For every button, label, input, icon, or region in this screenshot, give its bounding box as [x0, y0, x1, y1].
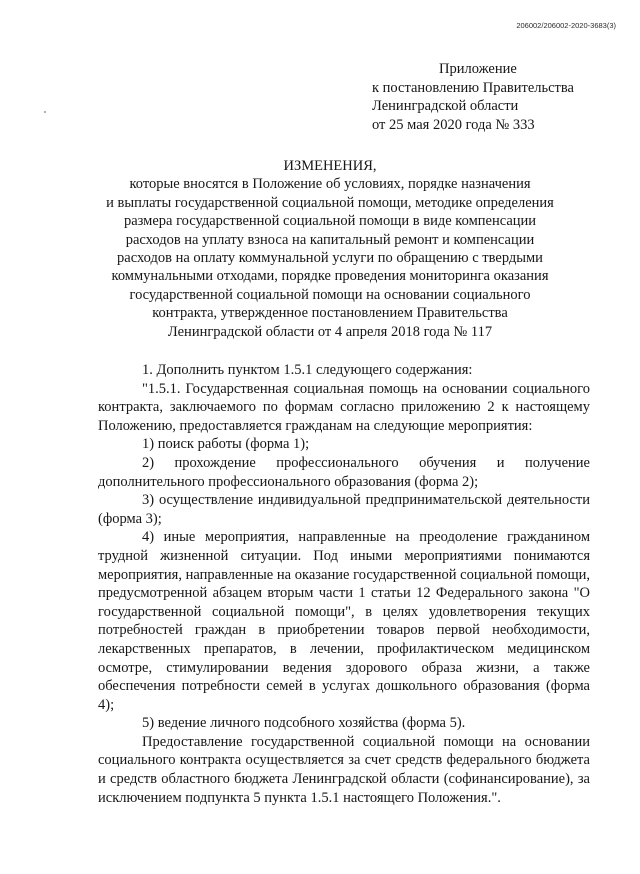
paragraph: 3) осуществление индивидуальной предпринимательской деятельности (форма 3); — [98, 492, 590, 527]
paragraph: 5) ведение личного подсобного хозяйства (форма 5). — [142, 715, 466, 732]
subtitle-line: коммунальными отходами, порядке проведения мониторинга оказания — [111, 268, 549, 285]
paragraph: 1) поиск работы (форма 1); — [142, 436, 310, 453]
subtitle-line: Ленинградской области от 4 апреля 2018 года № 117 — [167, 323, 493, 340]
subtitle-line: расходов на уплату взноса на капитальный ремонт и компенсации — [125, 231, 535, 248]
subtitle-line: государственной социальной помощи на основании социального — [129, 286, 531, 303]
paragraph: 1. Дополнить пунктом 1.5.1 следующего содержания: — [142, 362, 473, 378]
document-code: 206002/206002-2020-3683(3) — [516, 21, 616, 30]
appendix-line: Приложение — [439, 61, 517, 77]
subtitle-line: которые вносятся в Положение об условиях, порядке назначения — [129, 176, 531, 193]
subtitle-line: и выплаты государственной социальной помощи, методике определения — [106, 194, 554, 211]
appendix-line: Ленинградской области — [372, 98, 519, 115]
subtitle-line: расходов на оплату коммунальной услуги по обращению с твердыми — [117, 250, 543, 267]
appendix-line: к постановлению Правительства — [372, 79, 574, 96]
paragraph: 2) прохождение профессионального обучения и получение дополнительного профессионального образования (форма 2); — [98, 454, 590, 490]
subtitle-line: размера государственной социальной помощи в виде компенсации — [123, 213, 537, 230]
paragraph: 4) иные мероприятия, направленные на преодоление гражданином трудной жизненной ситуации. Под иными мероприятиями понимаются мероприятия, направленные на оказание государственной социальной помощи, предусмотренной абзацем вторым части 1 статьи 12 Федерального закона "О государственной социальной помощи", в целях удовлетворения текущих потребностей граждан в приобретении товаров первой необходимости, лекарственных препаратов, в лечении, профилактическом медицинском осмотре, стимулировании ведения здорового образа жизни, а также обеспечения потребности семей в услугах дошкольного образования (форма 4); — [98, 529, 590, 713]
paragraph: "1.5.1. Государственная социальная помощь на основании социального контракта, заключаемого по формам согласно приложению 2 к настоящему Положению, предоставляется гражданам на следующие мероприятия: — [98, 380, 590, 434]
document-body — [98, 361, 590, 807]
appendix-header — [372, 60, 574, 134]
scan-speck — [44, 111, 46, 113]
paragraph: Предоставление государственной социальной помощи на основании социального контракта осуществляется за счет средств федерального бюджета и средств областного бюджета Ленинградской области (софинансирование), за исключением подпункта 5 пункта 1.5.1 настоящего Положения.". — [98, 733, 590, 806]
document-title: ИЗМЕНЕНИЯ, — [283, 158, 377, 174]
appendix-line: от 25 мая 2020 года № 333 — [372, 116, 535, 133]
document-title-block — [70, 157, 590, 341]
subtitle-line: контракта, утвержденное постановлением Правительства — [152, 305, 508, 322]
